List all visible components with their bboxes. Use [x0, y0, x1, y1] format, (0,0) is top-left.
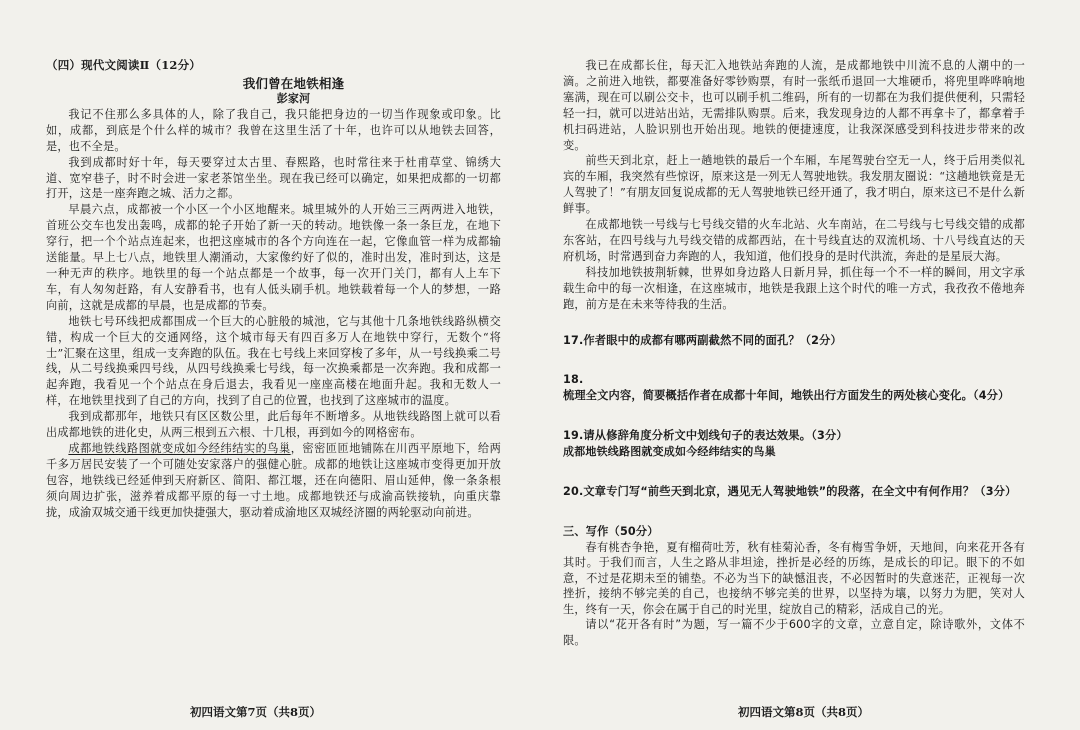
- article-paragraph: 前些天到北京，赶上一趟地铁的最后一个车厢，车尾驾驶台空无一人，终于后用类似礼宾的车厢，我突然有些惊讶，原来这是一列无人驾驶地铁。我发朋友圈说：“这趟地铁竟是无人驾驶了！”有朋友回复说成都的无人驾驶地铁已经开通了，我才明白，原来这已不是什么新鲜事。: [563, 154, 1025, 216]
- article-paragraph: 科技加地铁披荆斩棘，世界如身边路人日新月异，抓住每一个不一样的瞬间，用文字承载生命中的每一次相逢，在这座城市，地铁是我跟上这个时代的唯一方式，我孜孜不倦地奔跑，前方是在未来等待我的生活。: [563, 265, 1025, 311]
- left-page: [46, 58, 501, 520]
- article-paragraph-underlined: [46, 441, 501, 521]
- right-page-footer: 初四语文第8页（共8页）: [738, 705, 870, 719]
- writing-instruction: 请以“花开各有时”为题，写一篇不少于600字的文章，立意自定，除诗歌外，文体不限。: [563, 618, 1025, 647]
- section-heading: （四）现代文阅读Ⅱ（12分）: [46, 58, 201, 72]
- article-author: 彭家河: [276, 91, 311, 105]
- article-paragraph: 地铁七号环线把成都围成一个巨大的心脏般的城池，它与其他十几条地铁线路纵横交错，构成一个巨大的交通网络，这个城市每天有四百多万人在地铁中穿行，无数个“将士”汇聚在这里，组成一支奔跑的队伍。我在七号线上来回穿梭了多年，从一号线换乘二号线，从二号线换乘四号线，从四号线换乘七号线，每一次换乘都是一次奔跑。我和成都一起奔跑，我看见一个个站点在身后退去，我看见一座座高楼在地面升起。我和无数人一样，在地铁里找到了自己的方向，找到了自己的位置，也找到了这座城市的温度。: [46, 314, 501, 408]
- article-title: 我们曾在地铁相逢: [242, 75, 345, 91]
- left-page-footer: 初四语文第7页（共8页）: [190, 705, 322, 719]
- question-17: 17.作者眼中的成都有哪两副截然不同的面孔？（2分）: [563, 333, 842, 347]
- article-paragraph: 我到成都时好十年，每天要穿过太古里、春熙路，也时常往来于杜甫草堂、锦绣大道、宽窄巷子，时不时会进一家老茶馆坐坐。现在我已经可以确定，如果把成都的一切都打开，这是一座奔跑之城、活力之都。: [46, 155, 501, 201]
- right-page: [563, 58, 1025, 648]
- article-paragraph: 我记不住那么多具体的人，除了我自己，我只能把身边的一切当作现象或印象。比如，成都，到底是个什么样的城市？我曾在这里生活了十年，也许可以从地铁去回答，是，也不全是。: [46, 107, 501, 153]
- article-paragraph: 早晨六点，成都被一个小区一个小区地醒来。城里城外的人开始三三两两进入地铁，首班公交车也发出轰鸣，成都的轮子开始了新一天的转动。地铁像一条一条巨龙，在地下穿行，把一个个站点连起来，也把这座城市的各个方向连在一起，它像血管一样为成都输送能量。早上七八点，地铁里人潮涌动，大家像约好了似的，准时出发，准时到达，这是一种无声的秩序。地铁里的每一个站点都是一个故事，每一次开门关门，都有人上车下车，有人匆匆赶路，有人安静看书，也有人低头刷手机。地铁载着每一个人的梦想，一路向前，这就是成都的早晨，也是成都的节奏。: [46, 203, 501, 312]
- question-20: 20.文章专门写“前些天到北京，遇见无人驾驶地铁”的段落，在全文中有何作用？（3分）: [563, 485, 1017, 499]
- question-19: 19.请从修辞角度分析文中划线句子的表达效果。（3分）: [563, 429, 848, 443]
- writing-prompt: 春有桃杏争艳，夏有榴荷吐芳，秋有桂菊沁香，冬有梅雪争妍，天地间，向来花开各有其时。于我们而言，人生之路从非坦途，挫折是必经的历练，是成长的印记。眼下的不如意，不过是花期未至的铺垫。不必为当下的缺憾沮丧，不必因暂时的失意迷茫，正视每一次挫折，接纳不够完美的自己，也接纳不够完美的世界，以坚持为壤，以努力为肥，笑对人生，终有一天，你会在属于自己的时光里，绽放自己的精彩，活成自己的光。: [563, 540, 1025, 616]
- underlined-sentence: 成都地铁线路图就变成如今经纬结实的鸟巢: [68, 441, 291, 455]
- article-paragraph-rest: ，密密匝匝地铺陈在川西平原地下，给两千多万居民安装了一个可随处安家落户的强健心脏。成都的地铁让这座城市变得更加开放包容，地铁线已经延伸到天府新区、简阳、都江堰，还在向德阳、眉山延伸，像一条条根须向周边扩张，滋养着成都平原的每一寸土地。成都地铁还与成渝高铁接轨，向重庆靠拢，成渝双城交通干线更加快捷强大，驱动着成渝地区双城经济圈的两轮驱动向前进。: [46, 441, 501, 519]
- article-paragraph: 我已在成都长住，每天汇入地铁站奔跑的人流，是成都地铁中川流不息的人潮中的一滴。之前进入地铁，都要准备好零钞购票，有时一张纸币退回一大堆硬币，将兜里哗哗响地塞满，现在可以刷公交卡，也可以刷手机二维码，所有的一切都在为我们提供便利，只需轻轻一扫，就可以进站出站，无需排队购票。后来，我发现身边的人都不再拿卡了，都拿着手机扫码进站，人脸识别也开始出现。地铁的便捷速度，让我深深感受到科技进步带来的改变。: [563, 59, 1025, 152]
- question-19-quote: 成都地铁线路图就变成如今经纬结实的鸟巢: [563, 445, 776, 459]
- article-paragraph: 在成都地铁一号线与七号线交错的火车北站、火车南站，在二号线与七号线交错的成都东客站，在四号线与九号线交错的成都西站，在十号线直达的双流机场、十八号线直达的天府机场，时常遇到奋力奔跑的人，我知道，他们投身的是时代洪流，奔赴的是星辰大海。: [563, 218, 1025, 263]
- writing-heading: 三、写作（50分）: [563, 524, 659, 538]
- article-paragraph: 我到成都那年，地铁只有区区数公里，此后每年不断增多。从地铁线路图上就可以看出成都地铁的进化史，从两三根到五六根、十几根，再到如今的网格密布。: [46, 410, 501, 440]
- question-18: 18.梳理全文内容，简要概括作者在成都十年间，地铁出行方面发生的两处核心变化。（4分）: [563, 373, 1010, 403]
